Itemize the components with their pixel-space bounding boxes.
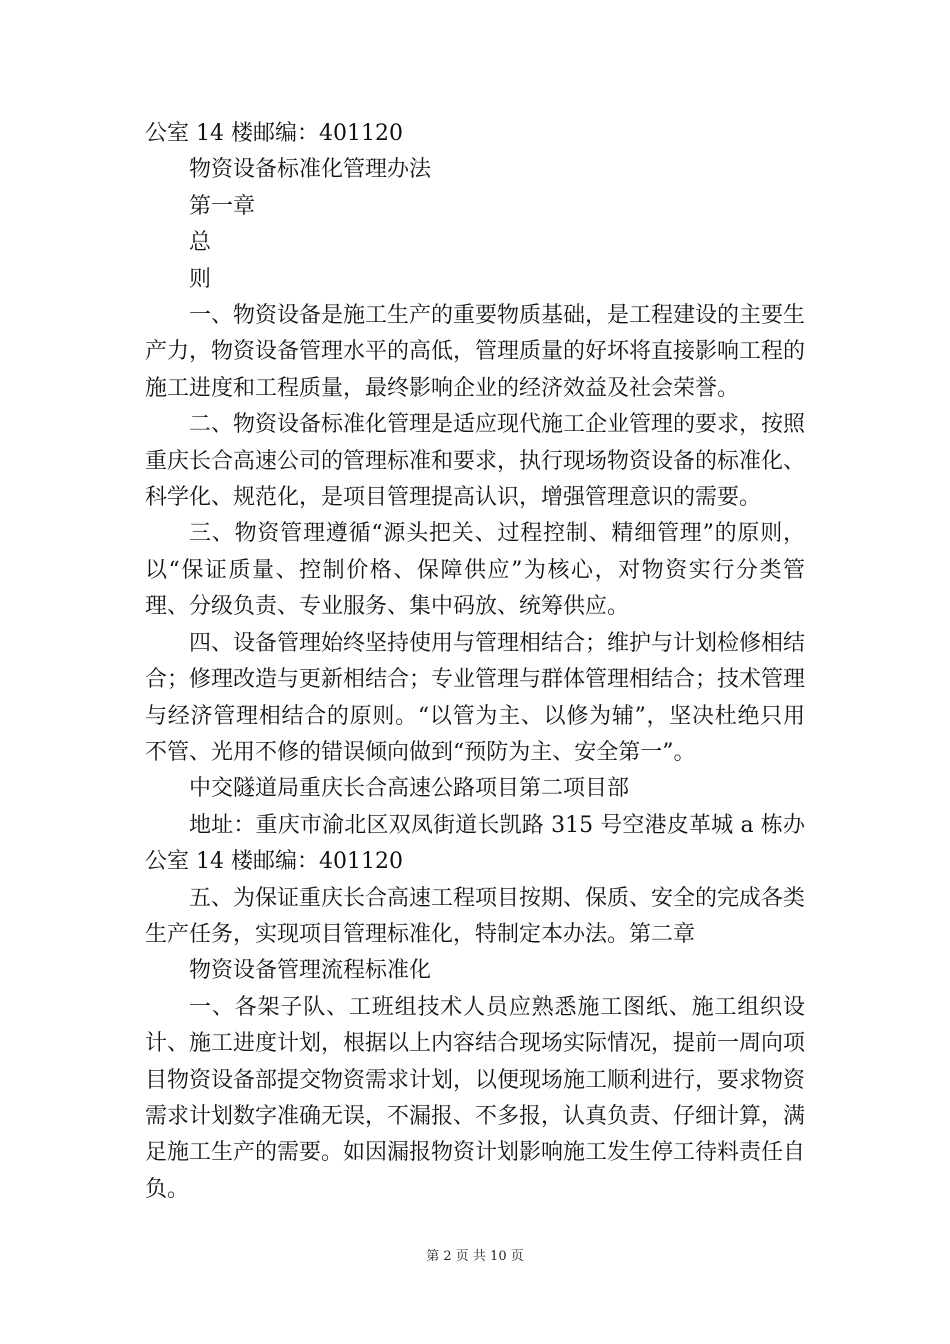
paragraph-4: 四、设备管理始终坚持使用与管理相结合；维护与计划检修相结合；修理改造与更新相结合；专业管理与群体管理相结合；技术管理与经济管理相结合的原则。“以管为主、以修为辅”，坚决杜绝只用不管、光用不修的错误倾向做到“预防为主、安全第一”。 bbox=[145, 630, 806, 765]
paragraph-1: 一、物资设备是施工生产的重要物质基础，是工程建设的主要生产力，物资设备管理水平的高低，管理质量的好坏将直接影响工程的施工进度和工程质量，最终影响企业的经济效益及社会荣誉。 bbox=[145, 303, 806, 401]
document-body bbox=[145, 116, 805, 1208]
document-title: 物资设备标准化管理办法 bbox=[189, 157, 432, 183]
chapter-title-part-2: 则 bbox=[189, 266, 212, 292]
address-continuation: 公室 14 楼邮编：401120 bbox=[145, 121, 403, 146]
organization-name: 中交隧道局重庆长合高速公路项目第二项目部 bbox=[189, 776, 630, 802]
paragraph-5: 五、为保证重庆长合高速工程项目按期、保质、安全的完成各类生产任务，实现项目管理标准化，特制定本办法。第二章 bbox=[145, 885, 806, 947]
paragraph-3: 三、物资管理遵循“源头把关、过程控制、精细管理”的原则，以“保证质量、控制价格、保障供应”为核心，对物资实行分类管理、分级负责、专业服务、集中码放、统筹供应。 bbox=[145, 521, 805, 620]
paragraph-2: 二、物资设备标准化管理是适应现代施工企业管理的要求，按照重庆长合高速公司的管理标准和要求，执行现场物资设备的标准化、科学化、规范化，是项目管理提高认识，增强管理意识的需要。 bbox=[145, 412, 806, 511]
chapter-heading: 第一章 bbox=[189, 193, 256, 219]
chapter-title-part-1: 总 bbox=[189, 230, 212, 256]
page-number: 第 2 页 共 10 页 bbox=[426, 1249, 524, 1264]
address-paragraph: 地址：重庆市渝北区双凤街道长凯路 315 号空港皮革城 a 栋办公室 14 楼邮编：401120 bbox=[145, 812, 805, 875]
section-title: 物资设备管理流程标准化 bbox=[189, 958, 432, 984]
paragraph-6: 一、各架子队、工班组技术人员应熟悉施工图纸、施工组织设计、施工进度计划，根据以上内容结合现场实际情况，提前一周向项目物资设备部提交物资需求计划，以便现场施工顺利进行，要求物资需求计划数字准确无误，不漏报、不多报，认真负责、仔细计算，满足施工生产的需要。如因漏报物资计划影响施工发生停工待料责任自负。 bbox=[145, 994, 806, 1202]
